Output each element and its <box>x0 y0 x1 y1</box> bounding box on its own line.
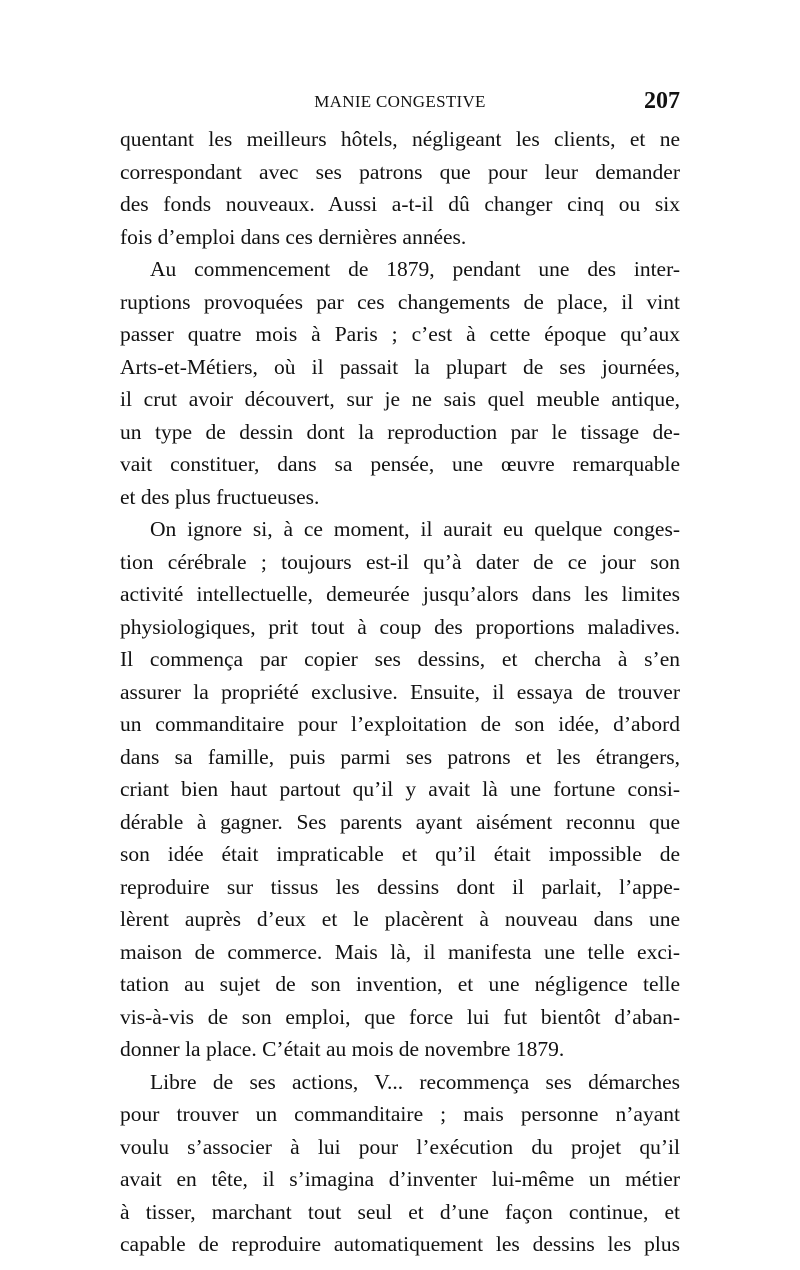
text-line: un type de dessin dont la reproduction par le tissage de- <box>120 419 680 444</box>
text-line: Arts-et-Métiers, où il passait la plupart de ses journées, <box>120 354 680 379</box>
text-line: fois d’emploi dans ces dernières années. <box>120 224 467 249</box>
text-line: activité intellectuelle, demeurée jusqu’alors dans les limites <box>120 582 680 606</box>
text-line: reproduire sur tissus les dessins dont il parlait, l’appe- <box>120 874 680 899</box>
text-line: tation au sujet de son invention, et une négligence telle <box>120 972 680 996</box>
text-line: tion cérébrale ; toujours est-il qu’à dater de ce jour son <box>120 549 680 574</box>
paragraph-start-line: On ignore si, à ce moment, il aurait eu quelque conges- <box>150 517 680 541</box>
text-line: son idée était impraticable et qu’il était impossible de <box>120 842 680 866</box>
text-line: quentant les meilleurs hôtels, négligeant les clients, et ne <box>120 127 680 151</box>
text-line: passer quatre mois à Paris ; c’est à cette époque qu’aux <box>120 322 680 346</box>
text-line: vis-à-vis de son emploi, que force lui fut bientôt d’aban- <box>120 1004 680 1029</box>
running-title: MANIE CONGESTIVE <box>314 92 486 111</box>
text-line: à tisser, marchant tout seul et d’une façon continue, et <box>120 1199 680 1224</box>
text-line: dérable à gagner. Ses parents ayant aisément reconnu que <box>120 809 680 834</box>
text-line: donner la place. C’était au mois de novembre 1879. <box>120 1037 565 1061</box>
running-head <box>120 88 680 118</box>
body-text <box>120 123 680 1261</box>
text-line: assurer la propriété exclusive. Ensuite, il essaya de trouver <box>120 679 680 704</box>
text-line: vait constituer, dans sa pensée, une œuvre remarquable <box>120 452 680 476</box>
text-line: physiologiques, prit tout à coup des proportions maladives. <box>120 614 680 639</box>
text-line: correspondant avec ses patrons que pour leur demander <box>120 159 680 184</box>
text-line: avait en tête, il s’imagina d’inventer lui-même un métier <box>120 1167 680 1191</box>
text-line: il crut avoir découvert, sur je ne sais quel meuble antique, <box>120 387 680 411</box>
text-line: ruptions provoquées par ces changements de place, il vint <box>120 289 680 314</box>
text-line: et des plus fructueuses. <box>120 484 320 509</box>
text-line: dans sa famille, puis parmi ses patrons et les étrangers, <box>120 744 680 769</box>
text-line: pour trouver un commanditaire ; mais personne n’ayant <box>120 1102 680 1126</box>
paragraph-start-line: Libre de ses actions, V... recommença ses démarches <box>150 1069 680 1094</box>
text-line: voulu s’associer à lui pour l’exécution du projet qu’il <box>120 1134 680 1159</box>
text-line: des fonds nouveaux. Aussi a-t-il dû changer cinq ou six <box>120 192 680 216</box>
text-line: maison de commerce. Mais là, il manifesta une telle exci- <box>120 939 680 964</box>
text-line: Il commença par copier ses dessins, et chercha à s’en <box>120 647 680 671</box>
page-number: 207 <box>644 88 680 114</box>
text-line: capable de reproduire automatiquement les dessins les plus <box>120 1232 680 1256</box>
text-line: un commanditaire pour l’exploitation de son idée, d’abord <box>120 712 680 736</box>
paragraph-start-line: Au commencement de 1879, pendant une des inter- <box>150 257 680 281</box>
text-line: lèrent auprès d’eux et le placèrent à nouveau dans une <box>120 907 680 931</box>
text-line: criant bien haut partout qu’il y avait là une fortune consi- <box>120 777 680 801</box>
